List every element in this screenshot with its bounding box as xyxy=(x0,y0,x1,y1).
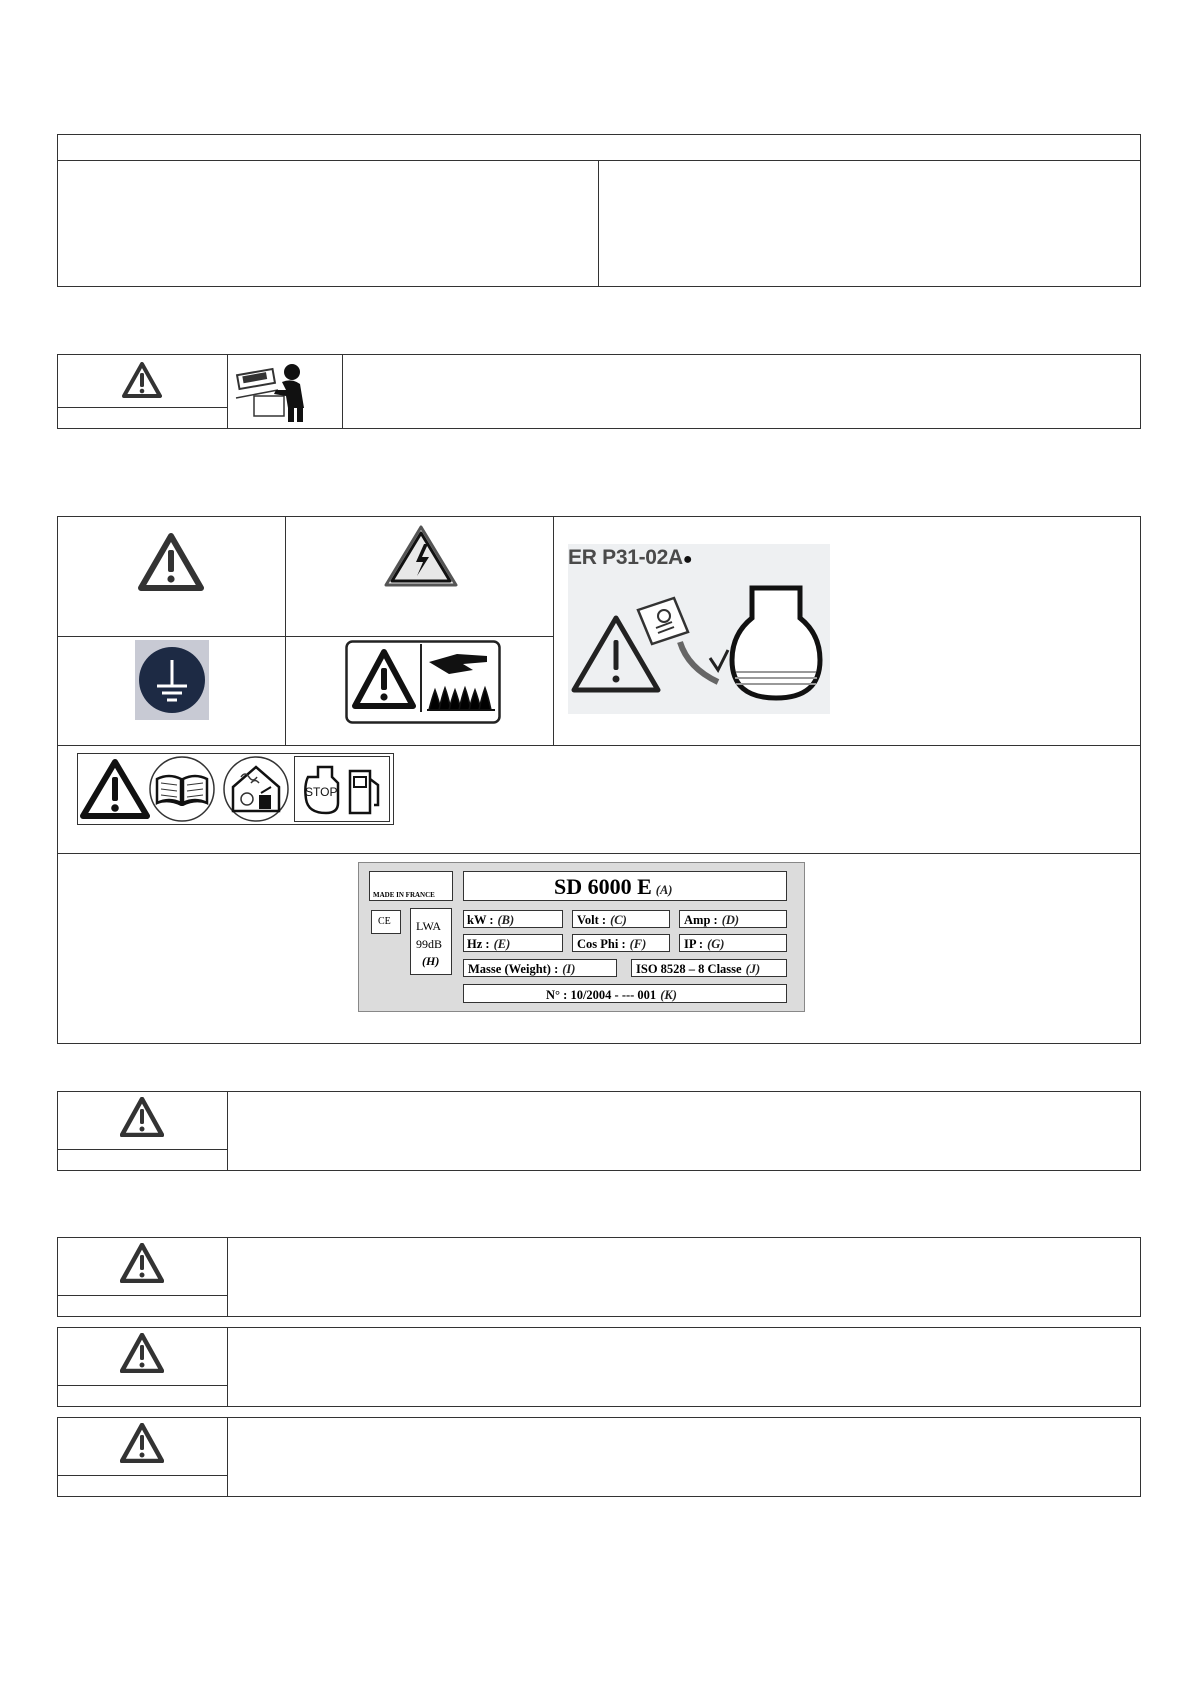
volt-field xyxy=(572,910,670,928)
cosphi-label: Cos Phi : xyxy=(577,937,626,951)
volt-ref: (C) xyxy=(610,913,627,927)
row-divider xyxy=(553,516,554,745)
rating-plate xyxy=(358,862,805,1012)
stop-label: STOP xyxy=(305,785,338,799)
serial-ref: (K) xyxy=(660,988,677,1002)
cosphi-field xyxy=(572,934,670,952)
kw-ref: (B) xyxy=(497,913,515,927)
amp-label: Amp : xyxy=(684,913,718,927)
operator-at-control-panel-icon xyxy=(234,358,314,424)
warning-row-1 xyxy=(57,354,1141,429)
row-divider xyxy=(57,636,553,637)
lwa-ref: (H) xyxy=(422,954,440,968)
ip-label: IP : xyxy=(684,937,704,951)
pictogram-strip xyxy=(77,753,394,825)
refuel-box xyxy=(294,756,390,822)
ip-ref: (G) xyxy=(707,937,725,951)
oil-check-illustration xyxy=(568,578,830,714)
row-divider xyxy=(227,1091,228,1171)
warning-row-4 xyxy=(57,1327,1141,1407)
earth-ground-icon xyxy=(135,640,209,720)
model-ref: (A) xyxy=(655,883,673,897)
hz-ref: (E) xyxy=(493,937,511,951)
serial-field xyxy=(463,984,787,1003)
hot-surface-icon xyxy=(345,640,501,724)
row-divider xyxy=(57,407,227,408)
model-name: SD 6000 E xyxy=(554,874,652,899)
electric-hazard-icon xyxy=(383,524,459,588)
iso-field xyxy=(631,959,787,977)
iso-label: ISO 8528 – 8 Classe xyxy=(636,962,742,976)
warning-triangle-icon xyxy=(120,1243,164,1283)
made-in-box xyxy=(369,871,453,901)
kw-field xyxy=(463,910,563,928)
lwa-box xyxy=(410,908,452,975)
label-code xyxy=(568,546,692,570)
row-divider xyxy=(227,1237,228,1317)
row-divider xyxy=(57,1385,227,1386)
lwa-value: 99dB xyxy=(416,937,443,951)
made-in-text: MADE IN FRANCE xyxy=(373,891,435,899)
iso-ref: (J) xyxy=(745,962,761,976)
row-divider xyxy=(57,1295,227,1296)
ce-mark: CE xyxy=(378,916,391,927)
row-divider xyxy=(285,516,286,745)
volt-label: Volt : xyxy=(577,913,607,927)
warning-triangle-icon xyxy=(120,1423,164,1463)
amp-ref: (D) xyxy=(721,913,740,927)
header-table-divider xyxy=(57,160,1141,161)
read-manual-icon xyxy=(147,755,217,823)
label-bullet: ● xyxy=(682,551,693,568)
row-divider xyxy=(57,1475,227,1476)
hz-label: Hz : xyxy=(467,937,490,951)
ip-field xyxy=(679,934,787,952)
hz-field xyxy=(463,934,563,952)
warning-row-3 xyxy=(57,1237,1141,1317)
row-divider xyxy=(57,1149,227,1150)
lwa-label: LWA xyxy=(416,919,442,933)
ventilation-icon xyxy=(221,755,291,823)
oil-level-label xyxy=(568,544,830,714)
row-divider xyxy=(57,745,1141,746)
warning-triangle-icon xyxy=(120,1097,164,1137)
warning-triangle-icon xyxy=(138,533,204,591)
row-divider xyxy=(57,853,1141,854)
row-divider xyxy=(227,354,228,429)
mass-ref: (I) xyxy=(562,962,576,976)
header-table-column-divider xyxy=(598,160,599,287)
warning-row-2 xyxy=(57,1091,1141,1171)
model-box xyxy=(463,871,787,901)
serial-label: N° : 10/2004 - --- 001 xyxy=(546,988,657,1002)
cosphi-ref: (F) xyxy=(629,937,647,951)
warning-row-5 xyxy=(57,1417,1141,1497)
label-code-text: ER P31-02A xyxy=(568,546,683,569)
row-divider xyxy=(227,1417,228,1497)
row-divider xyxy=(227,1327,228,1407)
mass-field xyxy=(463,959,617,977)
mass-label: Masse (Weight) : xyxy=(468,962,559,976)
amp-field xyxy=(679,910,787,928)
kw-label: kW : xyxy=(467,913,494,927)
warning-triangle-icon xyxy=(120,1333,164,1373)
warning-triangle-icon xyxy=(80,758,150,820)
header-table xyxy=(57,134,1141,287)
row-divider xyxy=(342,354,343,429)
ce-box xyxy=(371,910,401,934)
warning-triangle-icon xyxy=(122,362,162,398)
